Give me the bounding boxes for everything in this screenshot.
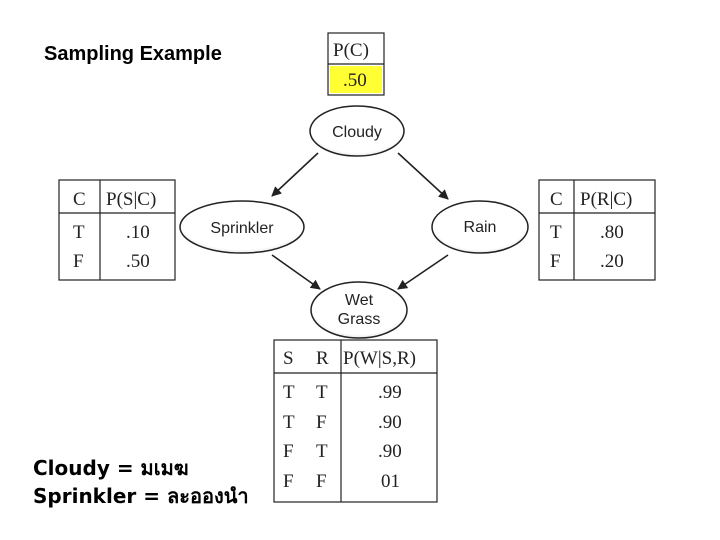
edge-cloudy-to-sprinkler — [272, 153, 318, 196]
cpt-sprinkler-table — [59, 180, 175, 280]
cpt-wetgrass-row4-s: F — [283, 471, 294, 492]
caption-sprinkler: Sprinkler = ละอองนำ — [33, 484, 249, 508]
cpt-wetgrass-row3-r: T — [316, 441, 328, 462]
edge-sprinkler-to-wetgrass — [272, 255, 320, 289]
node-sprinkler — [180, 201, 304, 253]
cpt-rain-header-c: C — [550, 189, 563, 210]
node-wet-grass-label-line2: Grass — [337, 311, 381, 328]
cpt-wetgrass-row4-p: 01 — [381, 471, 400, 492]
cpt-rain-row1-p: .80 — [600, 222, 624, 243]
cpt-rain-row2-p: .20 — [600, 251, 624, 272]
cpt-sprinkler-row1-c: T — [73, 222, 85, 243]
cpt-rain-table — [539, 180, 655, 280]
cpt-wetgrass-row1-s: T — [283, 382, 295, 403]
cpt-cloudy-header: P(C) — [333, 40, 369, 61]
cpt-wetgrass-row3-p: .90 — [378, 441, 402, 462]
cpt-wetgrass-row3-s: F — [283, 441, 294, 462]
cpt-rain-row2-c: F — [550, 251, 561, 272]
page-title: Sampling Example — [44, 43, 222, 65]
node-sprinkler-label: Sprinkler — [210, 220, 274, 237]
node-rain-label: Rain — [463, 219, 497, 236]
cpt-rain-header-p: P(R|C) — [580, 189, 633, 210]
cpt-cloudy-table — [328, 33, 384, 95]
cpt-sprinkler-row2-c: F — [73, 251, 84, 272]
cpt-wetgrass-header-r: R — [316, 348, 329, 369]
node-cloudy-label: Cloudy — [332, 124, 382, 141]
caption-cloudy: Cloudy = มเมฆ — [33, 456, 189, 480]
cpt-wetgrass-row1-p: .99 — [378, 382, 402, 403]
cpt-sprinkler-header-p: P(S|C) — [106, 189, 157, 210]
cpt-cloudy-value: .50 — [343, 70, 367, 91]
cpt-wetgrass-header-p: P(W|S,R) — [343, 348, 416, 369]
cpt-wetgrass-row2-s: T — [283, 412, 295, 433]
node-wet-grass — [311, 282, 407, 338]
cpt-wetgrass-row2-r: F — [316, 412, 327, 433]
edge-cloudy-to-rain — [398, 153, 448, 199]
cpt-wetgrass-header-s: S — [283, 348, 294, 369]
cpt-wetgrass-row2-p: .90 — [378, 412, 402, 433]
cpt-sprinkler-row2-p: .50 — [126, 251, 150, 272]
cpt-sprinkler-header-c: C — [73, 189, 86, 210]
node-wet-grass-label-line1: Wet — [344, 292, 374, 309]
cpt-wetgrass-table — [274, 340, 437, 502]
cpt-rain-row1-c: T — [550, 222, 562, 243]
cpt-wetgrass-row4-r: F — [316, 471, 327, 492]
cpt-sprinkler-row1-p: .10 — [126, 222, 150, 243]
edge-rain-to-wetgrass — [398, 255, 448, 289]
node-cloudy — [310, 106, 404, 156]
node-rain — [432, 201, 528, 253]
cpt-wetgrass-row1-r: T — [316, 382, 328, 403]
